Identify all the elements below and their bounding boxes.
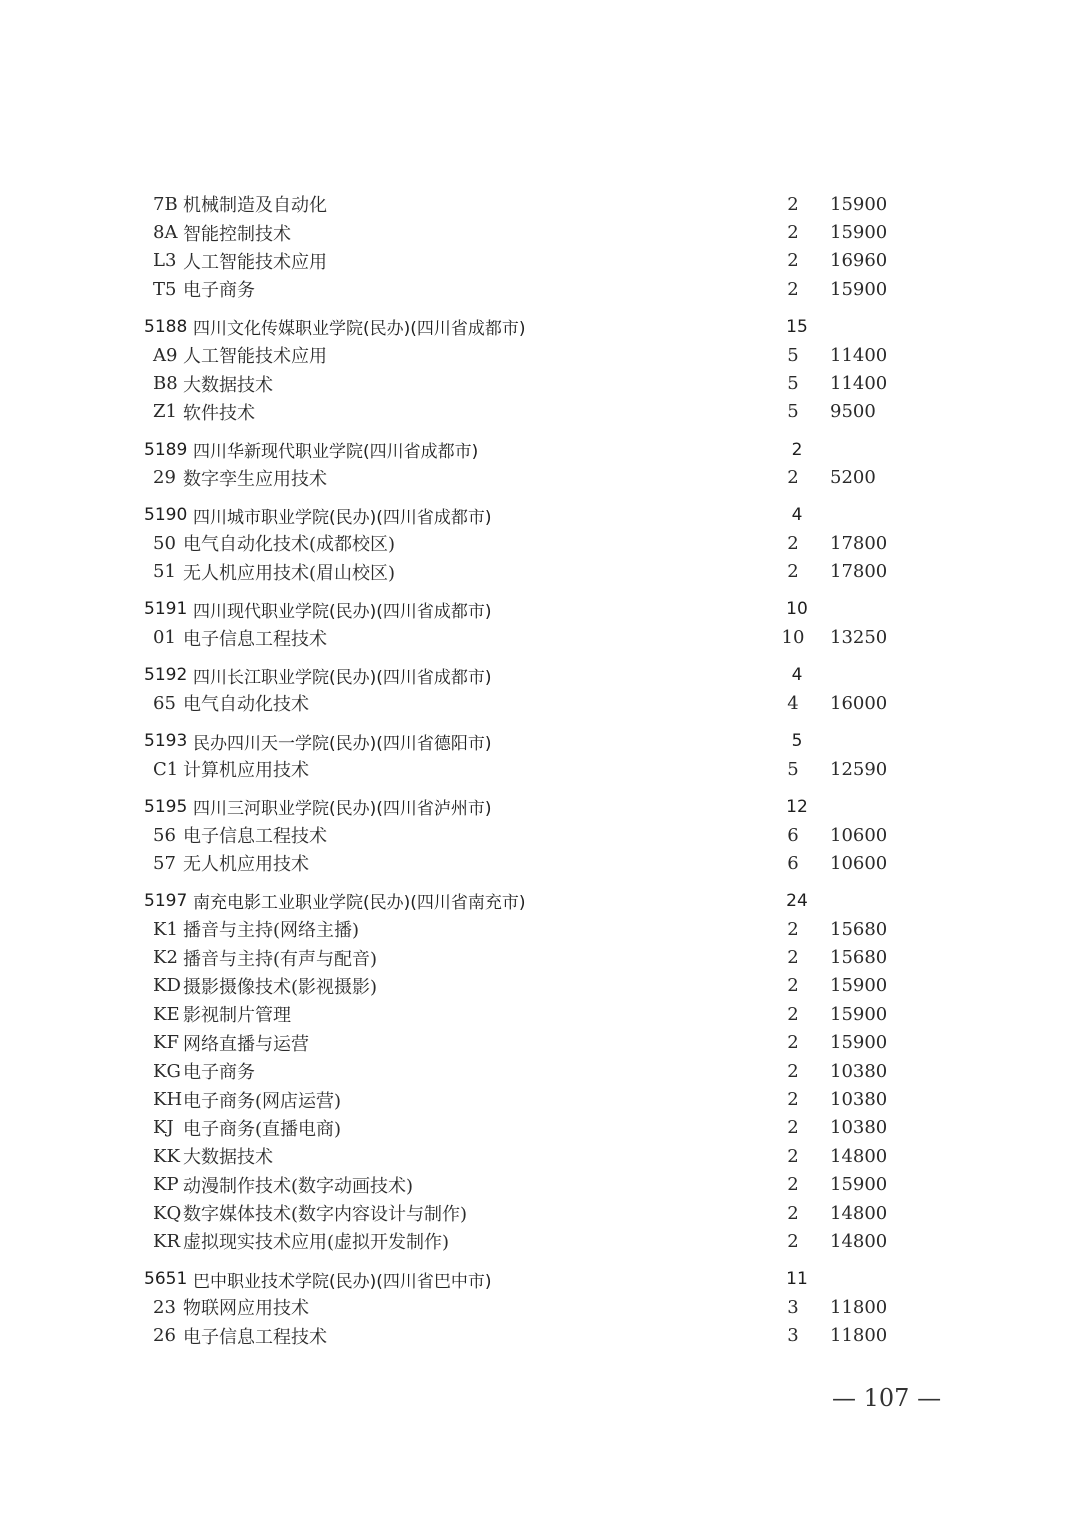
major-row <box>140 1321 900 1349</box>
major-tuition: 15680 <box>830 918 888 940</box>
school-name: 南充电影工业职业学院(民办)(四川省南充市) <box>193 893 526 914</box>
major-plan-count: 2 <box>787 250 799 272</box>
major-row <box>140 689 900 717</box>
school-name: 四川华新现代职业学院(四川省成都市) <box>193 442 479 463</box>
school-code: 5192 <box>144 665 188 686</box>
major-code: KH <box>153 1089 183 1111</box>
major-name: 数字孪生应用技术 <box>183 468 327 490</box>
major-tuition: 11800 <box>830 1325 888 1347</box>
major-code: KF <box>153 1032 179 1054</box>
major-row <box>140 275 900 303</box>
school-name: 四川城市职业学院(民办)(四川省成都市) <box>193 507 492 528</box>
major-row <box>140 972 900 1000</box>
major-code: KP <box>153 1174 179 1196</box>
school-row <box>140 887 900 915</box>
major-code: Z1 <box>153 401 177 423</box>
major-plan-count: 5 <box>787 344 799 366</box>
school-name: 四川三河职业学院(民办)(四川省泸州市) <box>193 799 492 820</box>
major-code: L3 <box>153 250 177 272</box>
major-row <box>140 1142 900 1170</box>
major-tuition: 10600 <box>830 824 888 846</box>
major-tuition: 10600 <box>830 852 888 874</box>
major-code: 8A <box>153 222 178 244</box>
major-tuition: 15900 <box>830 1003 888 1025</box>
major-name: 电子商务 <box>183 1062 255 1084</box>
major-row <box>140 1057 900 1085</box>
major-name: 播音与主持(有声与配音) <box>183 948 378 970</box>
school-block <box>140 1265 900 1350</box>
major-name: 物联网应用技术 <box>183 1298 309 1320</box>
major-tuition: 14800 <box>830 1230 888 1252</box>
school-row <box>140 727 900 755</box>
school-block <box>140 661 900 717</box>
major-name: 电子信息工程技术 <box>183 1326 327 1348</box>
school-code: 5188 <box>144 316 188 337</box>
major-plan-count: 2 <box>787 1003 799 1025</box>
major-plan-count: 2 <box>787 1060 799 1082</box>
major-plan-count: 2 <box>787 193 799 215</box>
school-block <box>140 595 900 651</box>
major-name: 大数据技术 <box>183 374 273 396</box>
major-code: KR <box>153 1230 180 1252</box>
major-row <box>140 849 900 877</box>
major-row <box>140 398 900 426</box>
school-block <box>140 501 900 586</box>
major-plan-count: 6 <box>787 824 799 846</box>
major-name: 动漫制作技术(数字动画技术) <box>183 1175 414 1197</box>
major-tuition: 10380 <box>830 1117 888 1139</box>
major-row <box>140 623 900 651</box>
major-name: 计算机应用技术 <box>183 760 309 782</box>
school-plan-count: 11 <box>786 1269 808 1290</box>
school-code: 5195 <box>144 796 188 817</box>
major-code: 57 <box>153 852 176 874</box>
major-plan-count: 2 <box>787 1145 799 1167</box>
major-row <box>140 1199 900 1227</box>
school-block <box>140 793 900 878</box>
major-plan-count: 2 <box>787 467 799 489</box>
major-code: 23 <box>153 1296 176 1318</box>
major-tuition: 13250 <box>830 627 888 649</box>
major-code: KQ <box>153 1202 182 1224</box>
major-plan-count: 2 <box>787 1202 799 1224</box>
major-name: 人工智能技术应用 <box>183 346 327 368</box>
major-code: B8 <box>153 373 178 395</box>
school-plan-count: 15 <box>786 316 808 337</box>
major-name: 网络直播与运营 <box>183 1033 309 1055</box>
major-code: 01 <box>153 627 176 649</box>
major-name: 虚拟现实技术应用(虚拟开发制作) <box>183 1232 450 1254</box>
major-name: 播音与主持(网络主播) <box>183 920 360 942</box>
major-tuition: 10380 <box>830 1089 888 1111</box>
major-row <box>140 1000 900 1028</box>
school-name: 四川长江职业学院(民办)(四川省成都市) <box>193 667 492 688</box>
major-code: K2 <box>153 947 178 969</box>
major-code: C1 <box>153 758 179 780</box>
major-plan-count: 2 <box>787 1032 799 1054</box>
major-name: 数字媒体技术(数字内容设计与制作) <box>183 1204 468 1226</box>
school-plan-count: 10 <box>786 599 808 620</box>
major-row <box>140 190 900 218</box>
major-tuition: 15680 <box>830 947 888 969</box>
major-code: T5 <box>153 278 177 300</box>
major-code: 7B <box>153 193 178 215</box>
major-row <box>140 1227 900 1255</box>
major-plan-count: 2 <box>787 1117 799 1139</box>
major-plan-count: 10 <box>781 627 805 649</box>
major-code: K1 <box>153 918 178 940</box>
major-tuition: 15900 <box>830 1174 888 1196</box>
major-tuition: 11800 <box>830 1296 888 1318</box>
major-plan-count: 5 <box>787 373 799 395</box>
school-plan-count: 24 <box>786 890 808 911</box>
major-name: 影视制片管理 <box>183 1005 291 1027</box>
school-code: 5189 <box>144 439 188 460</box>
major-tuition: 17800 <box>830 561 888 583</box>
school-plan-count: 12 <box>786 796 808 817</box>
major-plan-count: 2 <box>787 278 799 300</box>
school-plan-count: 4 <box>791 505 803 526</box>
major-name: 无人机应用技术 <box>183 854 309 876</box>
major-tuition: 15900 <box>830 278 888 300</box>
major-plan-count: 2 <box>787 975 799 997</box>
major-name: 电子商务(直播电商) <box>183 1118 342 1140</box>
school-name: 四川文化传媒职业学院(民办)(四川省成都市) <box>193 319 526 340</box>
school-row <box>140 793 900 821</box>
major-row <box>140 529 900 557</box>
major-code: 50 <box>153 532 176 554</box>
major-tuition: 11400 <box>830 373 888 395</box>
school-code: 5191 <box>144 599 188 620</box>
school-plan-count: 4 <box>791 665 803 686</box>
major-name: 智能控制技术 <box>183 223 291 245</box>
major-plan-count: 2 <box>787 947 799 969</box>
major-code: 29 <box>153 467 176 489</box>
school-name: 四川现代职业学院(民办)(四川省成都市) <box>193 601 492 622</box>
major-code: KJ <box>153 1117 174 1139</box>
major-tuition: 16000 <box>830 692 888 714</box>
major-plan-count: 3 <box>787 1296 799 1318</box>
school-plan-count: 5 <box>791 731 803 752</box>
enrollment-plan-list <box>140 190 900 1350</box>
major-code: KD <box>153 975 181 997</box>
major-code: KG <box>153 1060 181 1082</box>
major-code: 51 <box>153 561 176 583</box>
major-tuition: 10380 <box>830 1060 888 1082</box>
major-plan-count: 2 <box>787 222 799 244</box>
major-plan-count: 2 <box>787 1230 799 1252</box>
major-row <box>140 558 900 586</box>
major-row <box>140 755 900 783</box>
major-name: 电子信息工程技术 <box>183 628 327 650</box>
school-block <box>140 436 900 492</box>
major-row <box>140 1293 900 1321</box>
major-name: 无人机应用技术(眉山校区) <box>183 562 396 584</box>
school-plan-count: 2 <box>791 439 803 460</box>
major-name: 电气自动化技术 <box>183 694 309 716</box>
major-tuition: 15900 <box>830 193 888 215</box>
major-name: 电气自动化技术(成都校区) <box>183 534 396 556</box>
major-name: 人工智能技术应用 <box>183 251 327 273</box>
school-name: 巴中职业技术学院(民办)(四川省巴中市) <box>193 1271 492 1292</box>
major-plan-count: 2 <box>787 1089 799 1111</box>
major-row <box>140 464 900 492</box>
major-code: KK <box>153 1145 180 1167</box>
school-code: 5197 <box>144 890 188 911</box>
page-number: — 107 — <box>832 1384 942 1412</box>
school-row <box>140 595 900 623</box>
major-plan-count: 2 <box>787 918 799 940</box>
major-name: 电子商务 <box>183 280 255 302</box>
major-name: 大数据技术 <box>183 1147 273 1169</box>
major-plan-count: 3 <box>787 1325 799 1347</box>
continued-majors <box>140 190 900 304</box>
major-name: 软件技术 <box>183 402 255 424</box>
major-tuition: 17800 <box>830 532 888 554</box>
school-block <box>140 887 900 1256</box>
major-code: 26 <box>153 1325 176 1347</box>
major-row <box>140 1029 900 1057</box>
major-row <box>140 1085 900 1113</box>
major-row <box>140 369 900 397</box>
major-row <box>140 1171 900 1199</box>
major-tuition: 15900 <box>830 1032 888 1054</box>
major-plan-count: 5 <box>787 758 799 780</box>
major-row <box>140 915 900 943</box>
major-tuition: 14800 <box>830 1145 888 1167</box>
school-code: 5193 <box>144 731 188 752</box>
major-tuition: 14800 <box>830 1202 888 1224</box>
major-code: 56 <box>153 824 176 846</box>
major-name: 机械制造及自动化 <box>183 195 327 217</box>
major-plan-count: 2 <box>787 561 799 583</box>
major-plan-count: 4 <box>787 692 799 714</box>
major-code: 65 <box>153 692 176 714</box>
school-row <box>140 661 900 689</box>
major-row <box>140 1114 900 1142</box>
school-code: 5190 <box>144 505 188 526</box>
major-tuition: 12590 <box>830 758 888 780</box>
major-name: 电子信息工程技术 <box>183 826 327 847</box>
major-code: KE <box>153 1003 180 1025</box>
major-row <box>140 218 900 246</box>
major-name: 摄影摄像技术(影视摄影) <box>183 976 378 998</box>
school-row <box>140 501 900 529</box>
major-tuition: 16960 <box>830 250 888 272</box>
major-tuition: 9500 <box>830 401 876 423</box>
major-tuition: 11400 <box>830 344 888 366</box>
major-plan-count: 2 <box>787 1174 799 1196</box>
major-plan-count: 6 <box>787 852 799 874</box>
school-block <box>140 727 900 783</box>
major-tuition: 15900 <box>830 975 888 997</box>
school-row <box>140 313 900 341</box>
school-code: 5651 <box>144 1269 188 1290</box>
major-plan-count: 5 <box>787 401 799 423</box>
major-tuition: 15900 <box>830 222 888 244</box>
major-plan-count: 2 <box>787 532 799 554</box>
major-name: 电子商务(网店运营) <box>183 1090 342 1112</box>
major-row <box>140 943 900 971</box>
school-row <box>140 1265 900 1293</box>
major-row <box>140 341 900 369</box>
school-row <box>140 436 900 464</box>
major-row <box>140 247 900 275</box>
major-row <box>140 821 900 849</box>
school-block <box>140 313 900 426</box>
major-tuition: 5200 <box>830 467 876 489</box>
major-code: A9 <box>153 344 178 366</box>
school-name: 民办四川天一学院(民办)(四川省德阳市) <box>193 733 492 754</box>
